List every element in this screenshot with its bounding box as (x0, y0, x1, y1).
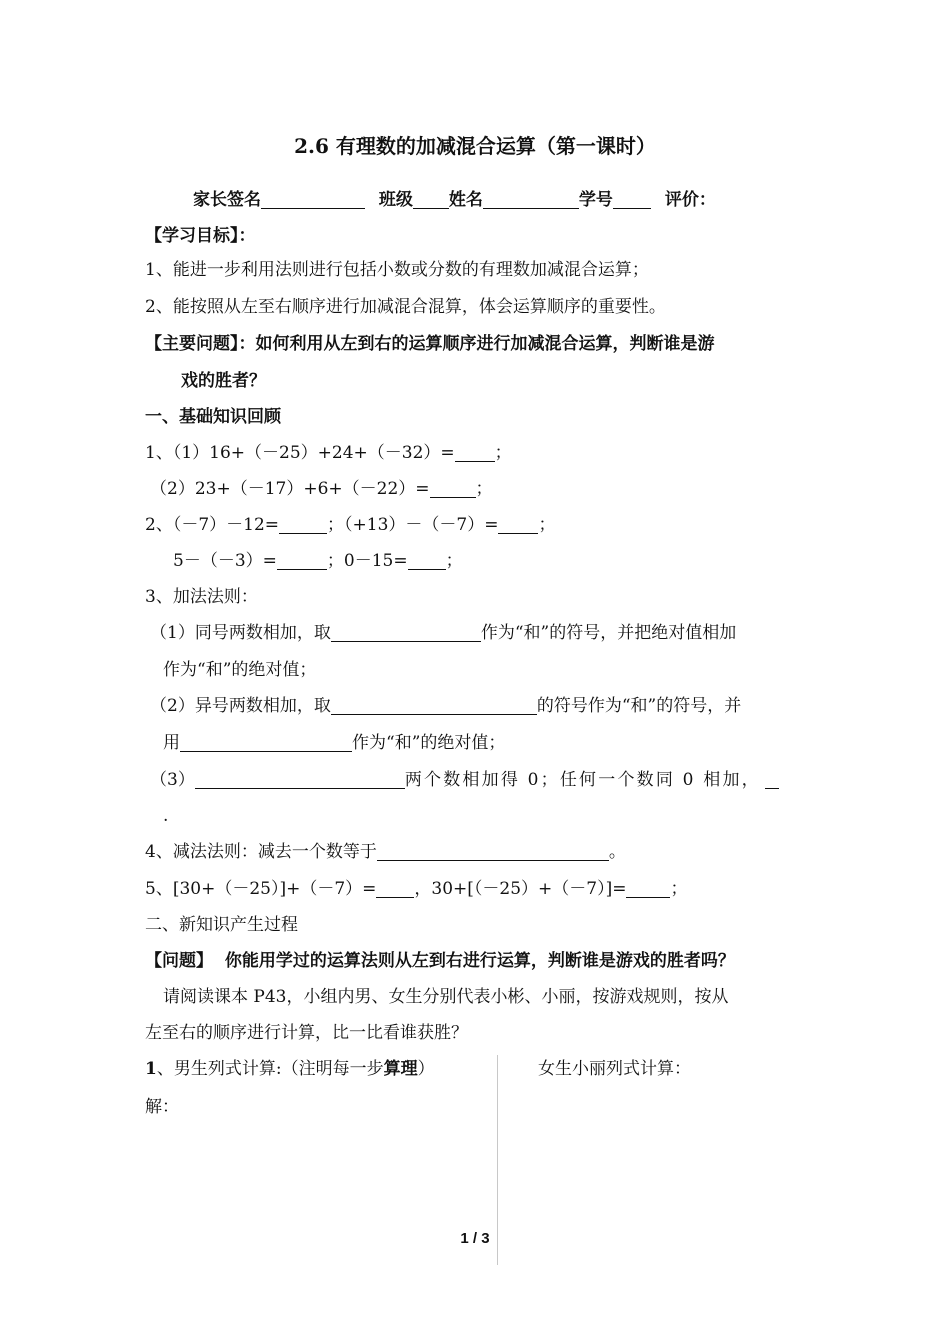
goals-heading: 【学习目标】： (145, 226, 256, 246)
boy-text: 、男生列式计算:（注明每一步 (156, 1059, 384, 1079)
page-number: 1 / 3 (460, 1230, 490, 1247)
question-3-3-cont: . (163, 806, 169, 826)
punct: ； (475, 479, 493, 499)
main-question-heading: 【主要问题】： (145, 334, 256, 354)
punct: 。 (608, 842, 626, 862)
name-label: 姓名 (448, 190, 483, 210)
main-question-line-1 (145, 332, 715, 356)
problem-text: 你能用学过的运算法则从左到右进行运算，判断谁是游戏的胜者吗？ (224, 951, 735, 971)
question-2a-text-1: 2、（－7）－12= (145, 515, 280, 535)
problem-tag: 【问题】 (145, 951, 213, 971)
question-5 (145, 877, 687, 901)
question-1a (145, 441, 512, 465)
boy-end: ） (417, 1059, 435, 1079)
page-title: 2.6 有理数的加减混合运算（第一课时） (294, 134, 656, 158)
answer-blank[interactable] (331, 623, 481, 642)
question-2b-text-2: ；0－15= (326, 551, 408, 571)
q3-1-text-b: 作为“和”的符号，并把绝对值相加 (480, 623, 737, 643)
problem-line (145, 949, 735, 973)
answer-blank[interactable] (376, 879, 414, 898)
goal-item-2: 2、能按照从左至右顺序进行加减混合混算，体会运算顺序的重要性。 (145, 297, 666, 317)
question-4 (145, 840, 626, 864)
q3-1-text-a: （1）同号两数相加，取 (150, 623, 331, 643)
parent-sign-label: 家长签名 (193, 190, 261, 210)
punct: ； (445, 551, 463, 571)
student-id-label: 学号 (578, 190, 613, 210)
answer-blank[interactable] (765, 770, 779, 789)
question-1b (150, 477, 493, 501)
question-2a-text-2: ；（+13）－（－7）= (327, 515, 499, 535)
section-2-heading: 二、新知识产生过程 (145, 915, 298, 935)
question-2b (173, 549, 463, 573)
reading-instruction-2: 左至右的顺序进行计算，比一比看谁获胜？ (145, 1023, 468, 1043)
punct: ； (538, 515, 556, 535)
boy-calculation-prompt (145, 1057, 435, 1081)
answer-blank[interactable] (430, 479, 476, 498)
main-question-line-2: 戏的胜者？ (181, 371, 266, 391)
punct: ； (670, 879, 688, 899)
question-3-heading: 3、加法法则： (145, 587, 258, 607)
question-1a-text: 1、（1）16+（－25）+24+（－32）= (145, 443, 455, 463)
q3-2-text-b: 的符号作为“和”的符号，并 (536, 696, 742, 716)
answer-blank[interactable] (180, 733, 352, 752)
question-3-2 (150, 694, 741, 718)
punct: ； (494, 443, 512, 463)
parent-sign-blank[interactable] (261, 190, 365, 209)
class-label: 班级 (378, 190, 413, 210)
question-2a (145, 513, 555, 537)
question-1b-text: （2）23+（－17）+6+（－22）= (150, 479, 430, 499)
goal-item-1: 1、能进一步利用法则进行包括小数或分数的有理数加减混合运算； (145, 260, 649, 280)
q5-text-b: ，30+[（－25）+（－7）]= (414, 879, 627, 899)
reading-instruction-1: 请阅读课本 P43，小组内男、女生分别代表小彬、小丽，按游戏规则，按从 (163, 987, 729, 1007)
answer-blank[interactable] (277, 551, 327, 570)
answer-blank[interactable] (498, 515, 538, 534)
q3-3-text-a: （3） (150, 770, 195, 790)
evaluation-label: 评价： (664, 190, 716, 210)
answer-blank[interactable] (195, 770, 405, 789)
class-blank[interactable] (413, 190, 449, 209)
question-3-2-cont (163, 731, 505, 755)
question-2b-text-1: 5－（－3）= (173, 551, 277, 571)
q5-text-a: 5、[30+（－25）]+（－7）= (145, 879, 377, 899)
answer-blank[interactable] (279, 515, 327, 534)
answer-blank[interactable] (377, 842, 609, 861)
answer-blank[interactable] (455, 443, 495, 462)
boy-bold-text: 算理 (383, 1059, 418, 1079)
answer-blank[interactable] (331, 696, 537, 715)
header-info-row (193, 188, 716, 212)
student-id-blank[interactable] (613, 190, 651, 209)
girl-calculation-prompt: 女生小丽列式计算： (538, 1059, 691, 1079)
question-3-3 (150, 768, 779, 792)
solution-label: 解： (145, 1097, 179, 1117)
question-3-1 (150, 621, 736, 645)
q3-2-text-c: 用 (163, 733, 180, 753)
name-blank[interactable] (483, 190, 579, 209)
boy-number: 1 (145, 1059, 157, 1079)
q3-3-text-b: 两个数相加得 0；任何一个数同 0 相加， (404, 770, 761, 790)
q3-2-text-a: （2）异号两数相加，取 (150, 696, 331, 716)
answer-blank[interactable] (626, 879, 670, 898)
question-3-1-cont: 作为“和”的绝对值； (163, 660, 317, 680)
q4-text: 4、减法法则：减去一个数等于 (145, 842, 377, 862)
section-1-heading: 一、基础知识回顾 (145, 407, 281, 427)
q3-2-text-d: 作为“和”的绝对值； (352, 733, 506, 753)
main-question-text: 如何利用从左到右的运算顺序进行加减混合运算，判断谁是游 (255, 334, 715, 354)
answer-blank[interactable] (408, 551, 446, 570)
